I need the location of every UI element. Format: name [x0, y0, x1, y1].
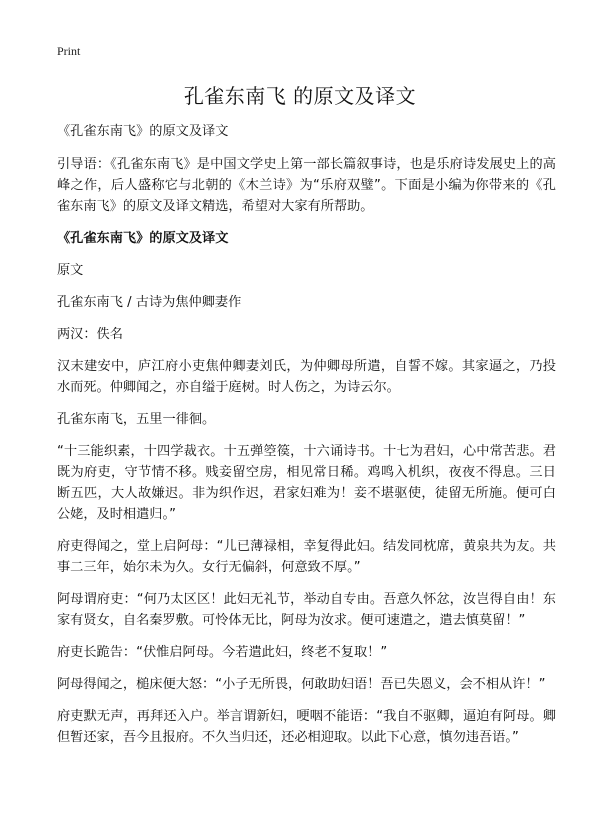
article-body	[57, 121, 556, 759]
print-link[interactable]: Print	[57, 44, 81, 58]
poem-stanza: 阿母谓府吏：“何乃太区区！此妇无礼节，举动自专由。吾意久怀忿，汝岂得自由！东家有贤女，自名秦罗敷。可怜体无比，阿母为汝求。便可速遣之，遣去慎莫留！”	[57, 592, 556, 628]
page-title: 孔雀东南飞 的原文及译文	[183, 84, 417, 108]
poem-stanza: 阿母得闻之，槌床便大怒：“小子无所畏，何敢助妇语！吾已失恩义，会不相从许！”	[57, 677, 546, 692]
intro-paragraph: 引导语：《孔雀东南飞》是中国文学史上第一部长篇叙事诗，也是乐府诗发展史上的高峰之作，后人盛称它与北朝的《木兰诗》为“乐府双璧”。下面是小编为你带来的《孔雀东南飞》的原文及译文精选，希望对大家有所帮助。	[57, 157, 556, 214]
poem-stanza: 府吏得闻之，堂上启阿母：“儿已薄禄相，幸复得此妇。结发同枕席，黄泉共为友。共事二三年，始尔未为久。女行无偏斜，何意致不厚。”	[57, 539, 556, 575]
original-text-label: 原文	[57, 263, 84, 278]
poem-stanza: “十三能织素，十四学裁衣。十五弹箜篌，十六诵诗书。十七为君妇，心中常苦悲。君既为府吏，守节情不移。贱妾留空房，相见常日稀。鸡鸣入机织，夜夜不得息。三日断五匹，大人故嫌迟。非为织作迟，君家妇难为！妾不堪驱使，徒留无所施。便可白公姥，及时相遣归。”	[57, 444, 556, 522]
section-heading: 《孔雀东南飞》的原文及译文	[57, 231, 229, 246]
poem-dynasty-author: 两汉：佚名	[57, 327, 123, 342]
poem-stanza: 府吏长跪告：“伏惟启阿母。今若遣此妇，终老不复取！”	[57, 645, 388, 660]
poem-title: 孔雀东南飞 / 古诗为焦仲卿妻作	[57, 295, 242, 310]
poem-preface: 汉末建安中，庐江府小吏焦仲卿妻刘氏，为仲卿母所遣，自誓不嫁。其家逼之，乃投水而死。仲卿闻之，亦自缢于庭树。时人伤之，为诗云尔。	[57, 359, 556, 395]
article-header-line: 《孔雀东南飞》的原文及译文	[57, 124, 229, 139]
poem-stanza: 孔雀东南飞，五里一徘徊。	[57, 412, 216, 427]
poem-stanza: 府吏默无声，再拜还入户。举言谓新妇，哽咽不能语：“我自不驱卿，逼迫有阿母。卿但暂还家，吾今且报府。不久当归还，还必相迎取。以此下心意，慎勿违吾语。”	[57, 709, 556, 745]
